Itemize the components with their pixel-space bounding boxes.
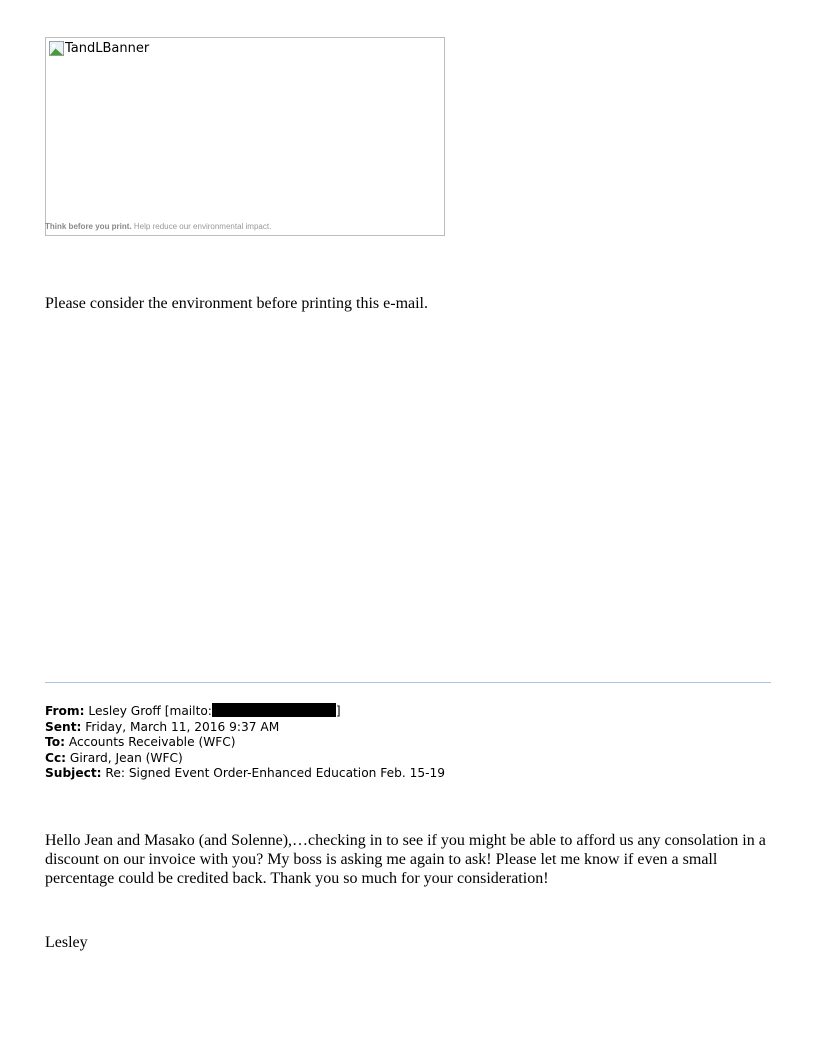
sent-value: Friday, March 11, 2016 9:37 AM (85, 719, 280, 734)
cc-label: Cc: (45, 750, 67, 765)
subject-row (45, 766, 445, 782)
to-row (45, 735, 445, 751)
email-header (45, 703, 445, 782)
broken-image-icon (49, 41, 64, 56)
subject-label: Subject: (45, 766, 102, 780)
sent-row (45, 720, 445, 736)
from-row (45, 703, 445, 720)
from-close: ] (335, 704, 341, 718)
cc-value: Girard, Jean (WFC) (69, 750, 183, 765)
print-notice (45, 222, 271, 231)
banner-image-placeholder (45, 37, 445, 236)
to-value: Accounts Receivable (WFC) (68, 735, 236, 749)
banner-alt-text: TandLBanner (65, 41, 150, 56)
to-label: To: (45, 735, 65, 749)
divider (45, 682, 771, 683)
environment-note: Please consider the environment before printing this e-mail. (45, 295, 428, 312)
subject-value: Re: Signed Event Order-Enhanced Education Feb. 15-19 (105, 766, 445, 780)
cc-row (45, 751, 445, 767)
email-body: Hello Jean and Masako (and Solenne),…checking in to see if you might be able to afford us any consolation in a discount on our invoice with you? My boss is asking me again to ask! Please let me know if even a small percentage could be credited back. Thank you so much for your consideration! (45, 832, 766, 887)
signature: Lesley (45, 934, 88, 951)
print-notice-rest: Help reduce our environmental impact. (133, 222, 272, 231)
redacted-email (212, 703, 336, 717)
sent-label: Sent: (45, 719, 82, 734)
from-value: Lesley Groff [mailto: (88, 704, 212, 718)
print-notice-bold: Think before you print. (45, 222, 132, 231)
banner-alt (49, 41, 149, 56)
from-label: From: (45, 704, 85, 718)
